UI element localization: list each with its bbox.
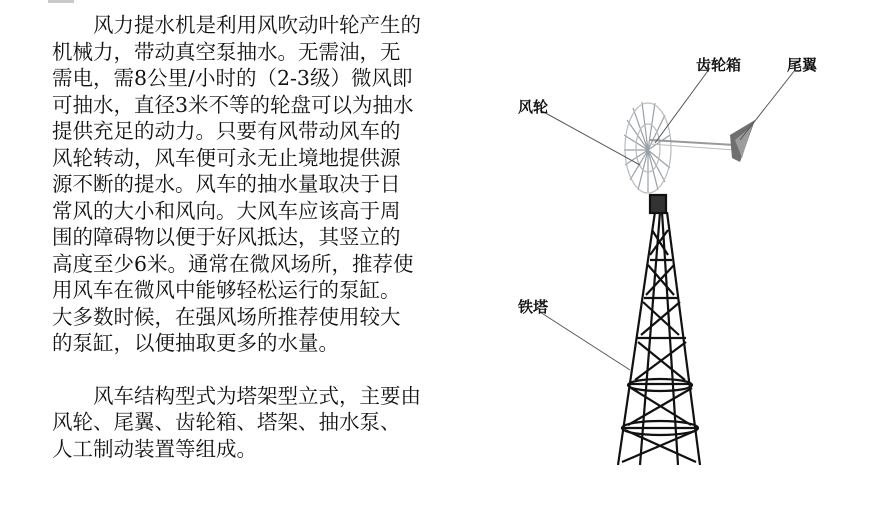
text-line: 可抽水，直径3米不等的轮盘可以为抽水 <box>52 92 414 117</box>
label-gearbox: 齿轮箱 <box>696 56 742 74</box>
text-line: 的泵缸，以便抽取更多的水量。 <box>52 331 339 355</box>
text-line: 大多数时候，在强风场所推荐使用较大 <box>52 304 401 329</box>
text-line: 风轮转动，风车便可永无止境地提供源 <box>52 145 401 170</box>
top-tab-mark <box>48 0 74 3</box>
text-line: 风力提水机是利用风吹动叶轮产生的 <box>93 13 421 37</box>
text-line: 常风的大小和风向。大风车应该高于周 <box>52 198 401 223</box>
label-tower: 铁塔 <box>518 298 549 316</box>
text-line: 风轮、尾翼、齿轮箱、塔架、抽水泵、 <box>52 410 401 434</box>
paragraph-2 <box>52 383 447 463</box>
label-rotor: 风轮 <box>518 98 549 116</box>
text-line: 需电，需8公里/小时的（2-3级）微风即 <box>52 66 413 90</box>
text-line: 机械力，带动真空泵抽水。无需油，无 <box>52 39 401 64</box>
tower-graphic <box>618 195 700 465</box>
description-text <box>52 12 447 462</box>
tail-graphic <box>650 120 755 162</box>
windmill-figure <box>500 40 885 500</box>
text-line: 围的障碍物以便于好风抵达，其竖立的 <box>52 225 401 249</box>
text-line: 源不断的提水。风车的抽水量取决于日 <box>52 172 401 196</box>
label-tail: 尾翼 <box>787 56 818 74</box>
text-line: 高度至少6米。通常在微风场所，推荐使 <box>52 251 414 276</box>
text-line: 风车结构型式为塔架型立式，主要由 <box>93 383 421 408</box>
paragraph-1 <box>52 12 447 357</box>
rotor-graphic <box>624 102 671 193</box>
text-line: 人工制动装置等组成。 <box>52 436 257 461</box>
windmill-diagram <box>500 40 885 500</box>
text-line: 用风车在微风中能够轻松运行的泵缸。 <box>52 278 401 302</box>
text-line: 提供充足的动力。只要有风带动风车的 <box>52 119 401 143</box>
